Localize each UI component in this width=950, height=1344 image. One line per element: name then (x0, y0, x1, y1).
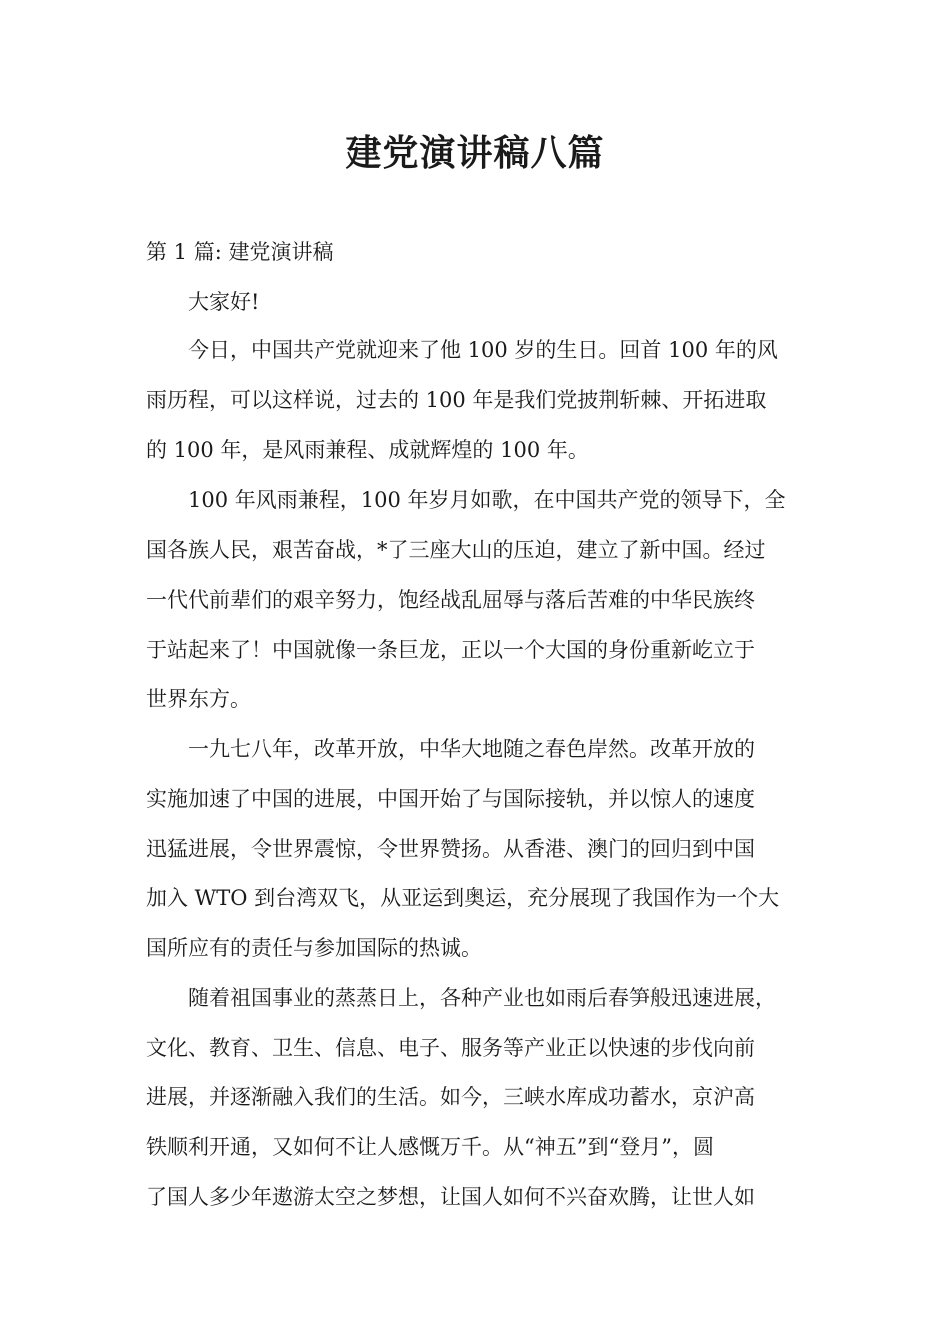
text-line: 于站起来了！中国就像一条巨龙，正以一个大国的身份重新屹立于 (146, 638, 755, 662)
text-line: 一代代前辈们的艰辛努力，饱经战乱屈辱与落后苦难的中华民族终 (146, 588, 755, 612)
text-line: 一九七八年，改革开放，中华大地随之春色岸然。改革开放的 (188, 737, 755, 761)
document-title: 建党演讲稿八篇 (345, 133, 605, 174)
text-line: 大家好! (188, 290, 260, 314)
text-line: 文化、教育、卫生、信息、电子、服务等产业正以快速的步伐向前 (146, 1036, 755, 1060)
text-line: 雨历程，可以这样说，过去的 100 年是我们党披荆斩棘、开拓进取 (146, 388, 767, 412)
text-line: 国所应有的责任与参加国际的热诚。 (146, 936, 482, 960)
text-line: 今日，中国共产党就迎来了他 100 岁的生日。回首 100 年的风 (188, 338, 778, 362)
text-line: 迅猛进展，令世界震惊，令世界赞扬。从香港、澳门的回归到中国 (146, 837, 755, 861)
text-line: 了国人多少年遨游太空之梦想，让国人如何不兴奋欢腾，让世人如 (146, 1185, 755, 1209)
text-line: 进展，并逐渐融入我们的生活。如今，三峡水库成功蓄水，京沪高 (146, 1085, 755, 1109)
text-line: 加入 WTO 到台湾双飞，从亚运到奥运，充分展现了我国作为一个大 (146, 886, 780, 910)
text-line: 的 100 年，是风雨兼程、成就辉煌的 100 年。 (146, 438, 589, 462)
text-line: 铁顺利开通，又如何不让人感慨万千。从“神五”到“登月”，圆 (146, 1135, 714, 1159)
text-line: 国各族人民，艰苦奋战，*了三座大山的压迫，建立了新中国。经过 (146, 538, 766, 562)
text-line: 100 年风雨兼程，100 年岁月如歌，在中国共产党的领导下，全 (188, 488, 786, 512)
section-heading: 第 1 篇: 建党演讲稿 (146, 240, 334, 264)
text-line: 世界东方。 (146, 687, 251, 711)
text-line: 随着祖国事业的蒸蒸日上，各种产业也如雨后春笋般迅速进展， (188, 986, 776, 1010)
text-line: 实施加速了中国的进展，中国开始了与国际接轨，并以惊人的速度 (146, 787, 755, 811)
